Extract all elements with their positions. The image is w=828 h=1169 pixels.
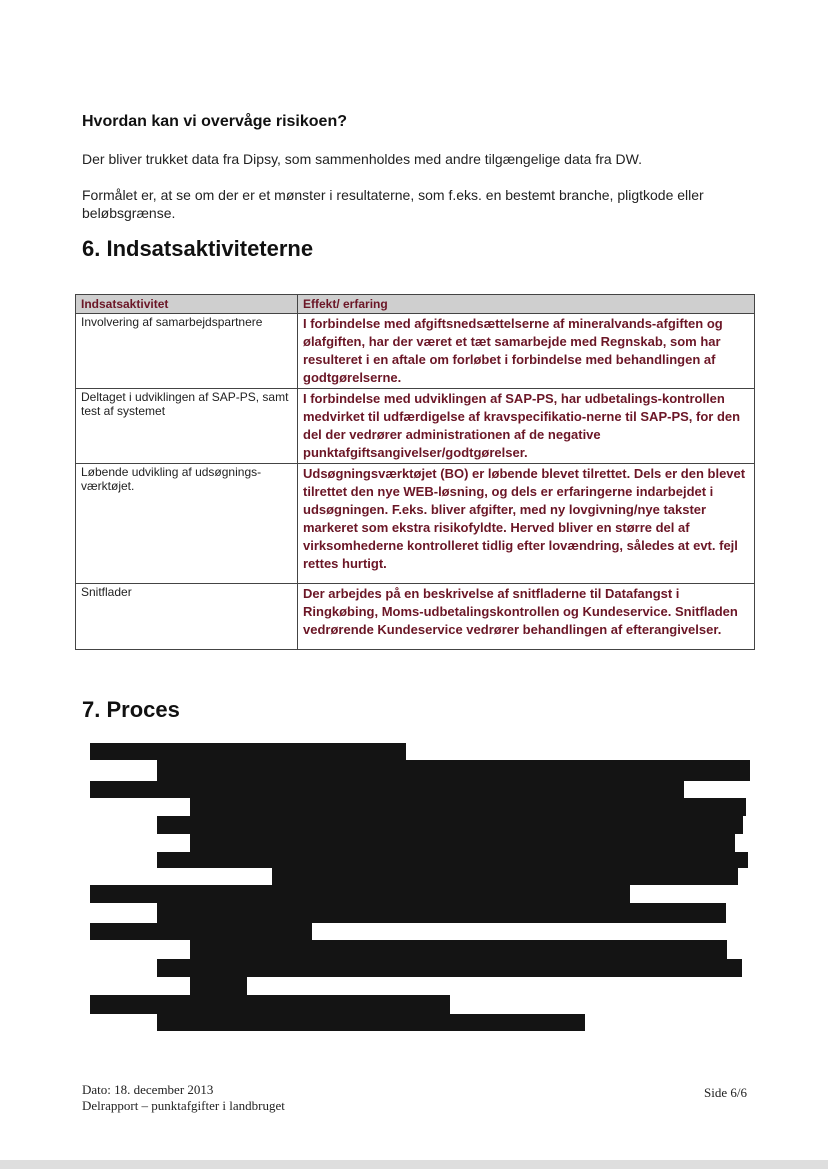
footer-date: Dato: 18. december 2013 — [82, 1082, 214, 1097]
redaction-bar — [157, 816, 743, 834]
table-row — [76, 389, 755, 464]
redaction-bar — [157, 760, 750, 781]
paragraph-data-source: Der bliver trukket data fra Dipsy, som sammenholdes med andre tilgængelige data fra DW. — [82, 151, 642, 167]
redaction-bar — [157, 1014, 585, 1031]
table-row — [76, 314, 755, 389]
paragraph-purpose: Formålet er, at se om der er et mønster i resultaterne, som f.eks. en bestemt branche, pligtkode eller beløbsgrænse. — [82, 187, 704, 221]
section-6-heading: 6. Indsatsaktiviteterne — [82, 236, 314, 261]
redaction-bar — [190, 977, 247, 995]
redaction-bar — [90, 995, 450, 1014]
effect-cell: I forbindelse med afgiftsnedsættelserne af mineralvands-afgiften og ølafgiften, har der været et tæt samarbejde med Regnskab, som har resulteret i en aftale om forløbet i forbindelse med behandlingen af godtgørelserne. — [298, 314, 755, 389]
activity-cell: Deltaget i udviklingen af SAP-PS, samt test af systemet — [76, 389, 298, 464]
effect-cell: Der arbejdes på en beskrivelse af snitfladerne til Datafangst i Ringkøbing, Moms-udbetalingskontrollen og Kundeservice. Snitfladen vedrørende Kundeservice vedrører behandlingen af efterangivelser. — [298, 584, 755, 650]
footer-left — [82, 1082, 285, 1114]
footer-page-number: Side 6/6 — [704, 1085, 747, 1100]
footer-report-title: Delrapport – punktafgifter i landbruget — [82, 1098, 285, 1113]
effect-cell: I forbindelse med udviklingen af SAP-PS, har udbetalings-kontrollen medvirket til udfærdigelse af kravspecifikatio-nerne til SAP-PS, for den del der vedrører administrationen af de negative punktafgiftsangivelser/godtgørelser. — [298, 389, 755, 464]
redaction-bar — [272, 868, 738, 885]
section-7-heading: 7. Proces — [82, 697, 180, 722]
activities-table — [75, 294, 755, 650]
table-row — [76, 584, 755, 650]
scan-bottom-edge — [0, 1160, 828, 1169]
redaction-bar — [90, 781, 684, 798]
table-header-row — [76, 295, 755, 314]
redaction-bar — [190, 834, 735, 852]
column-header-activity: Indsatsaktivitet — [76, 295, 298, 314]
redaction-bar — [157, 852, 748, 868]
effect-cell: Udsøgningsværktøjet (BO) er løbende blevet tilrettet. Dels er den blevet tilrettet den nye WEB-løsning, og dels er erfaringerne indarbejdet i udsøgningen. F.eks. bliver afgifter, med ny lovgivning/nye takster markeret som ekstra risikofyldte. Herved bliver en større del af virksomhederne kontrolleret tidlig efter lovændring, således at evt. fejl rettes hurtigt. — [298, 464, 755, 584]
redaction-bar — [90, 885, 630, 903]
section-question-heading: Hvordan kan vi overvåge risikoen? — [82, 113, 347, 130]
activity-cell: Involvering af samarbejdspartnere — [76, 314, 298, 389]
table-row — [76, 464, 755, 584]
redaction-bar — [90, 923, 312, 940]
activity-cell: Løbende udvikling af udsøgnings-værktøjet. — [76, 464, 298, 584]
redaction-bar — [190, 940, 727, 959]
redaction-bar — [157, 903, 726, 923]
redaction-bar — [157, 959, 742, 977]
redaction-bar — [90, 743, 406, 760]
column-header-effect: Effekt/ erfaring — [298, 295, 755, 314]
redaction-bar — [190, 798, 746, 816]
activity-cell: Snitflader — [76, 584, 298, 650]
